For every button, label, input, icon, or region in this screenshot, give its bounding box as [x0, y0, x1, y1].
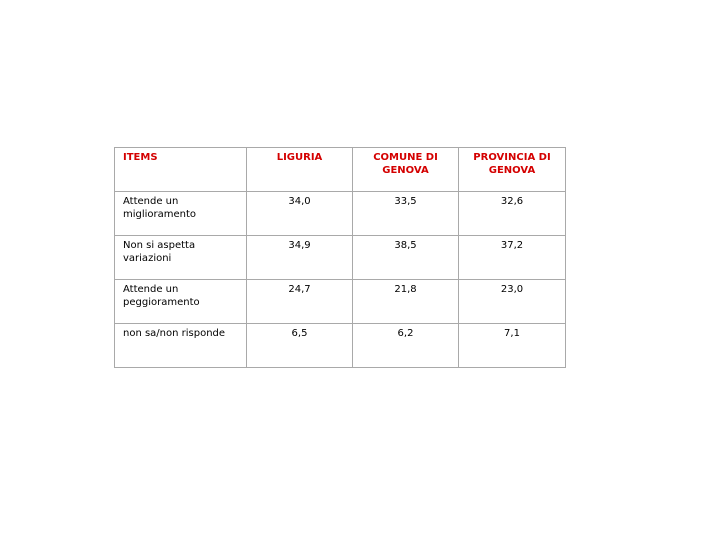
- header-items: ITEMS: [115, 148, 247, 192]
- table-row: [115, 236, 566, 280]
- header-provincia-di-genova: PROVINCIA DI GENOVA: [459, 148, 566, 192]
- data-table: [114, 147, 566, 368]
- cell-liguria: 6,5: [247, 324, 353, 368]
- cell-liguria: 34,9: [247, 236, 353, 280]
- table-row: [115, 280, 566, 324]
- cell-liguria: 34,0: [247, 192, 353, 236]
- cell-comune: 33,5: [353, 192, 459, 236]
- cell-liguria: 24,7: [247, 280, 353, 324]
- cell-provincia: 32,6: [459, 192, 566, 236]
- row-item: Attende un miglioramento: [115, 192, 247, 236]
- header-comune-di-genova: COMUNE DI GENOVA: [353, 148, 459, 192]
- header-liguria: LIGURIA: [247, 148, 353, 192]
- table-row: [115, 192, 566, 236]
- cell-provincia: 23,0: [459, 280, 566, 324]
- row-item: Attende un peggioramento: [115, 280, 247, 324]
- row-item: Non si aspetta variazioni: [115, 236, 247, 280]
- cell-comune: 6,2: [353, 324, 459, 368]
- header-row: [115, 148, 566, 192]
- cell-provincia: 7,1: [459, 324, 566, 368]
- cell-provincia: 37,2: [459, 236, 566, 280]
- cell-comune: 38,5: [353, 236, 459, 280]
- cell-comune: 21,8: [353, 280, 459, 324]
- table-row: [115, 324, 566, 368]
- row-item: non sa/non risponde: [115, 324, 247, 368]
